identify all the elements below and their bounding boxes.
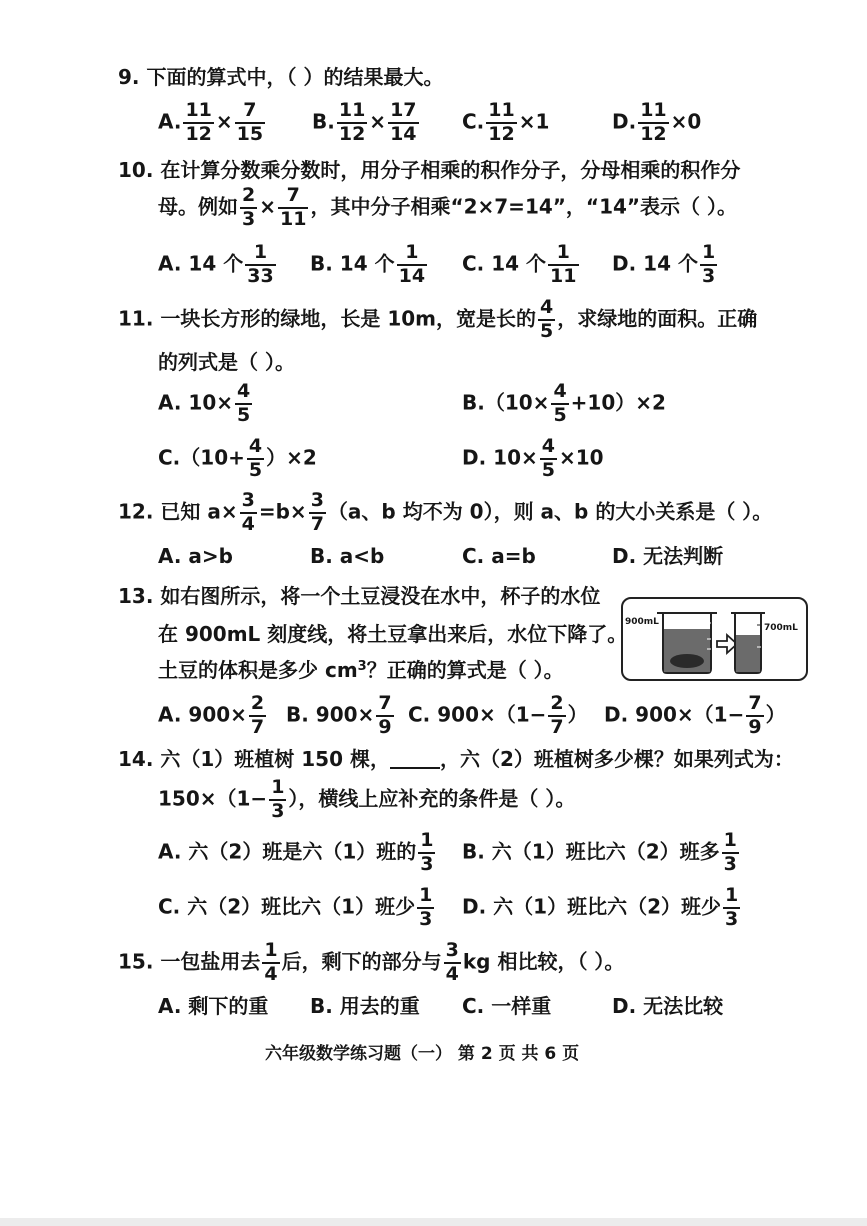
q15-option-b: B. 用去的重 [310, 994, 420, 1018]
beaker-label-right: 700mL [764, 623, 798, 633]
q9-stem: 9. 下面的算式中，（ ）的结果最大。 [118, 65, 444, 89]
page-footer: 六年级数学练习题（一） 第 2 页 共 6 页 [265, 1044, 580, 1064]
q14-option-c: C. 六（2）班比六（1）班少 $\frac{1}{3}$ [158, 884, 433, 930]
q9-option-a: A. $\frac{11}{12}$ × $\frac{7}{15}$ [158, 99, 264, 145]
beaker-drawing [623, 599, 806, 679]
potato-shape [670, 654, 704, 668]
q15-option-d: D. 无法比较 [612, 994, 724, 1018]
q15-option-a: A. 剩下的重 [158, 994, 269, 1018]
q9-option-b: B. $\frac{11}{12}$ × $\frac{17}{14}$ [312, 99, 417, 145]
q9-option-c: C. $\frac{11}{12}$ ×1 [462, 99, 550, 145]
q11-stem-line2: 的列式是（ ）。 [158, 350, 295, 374]
q13-option-c: C. 900×（1− $\frac{2}{7}$ ） [408, 692, 588, 738]
q12-option-b: B. a<b [310, 544, 385, 568]
q14-stem-line2: 150×（1− $\frac{1}{3}$ ），横线上应补充的条件是（ ）。 [158, 776, 576, 822]
q10-option-d: D. 14 个 $\frac{1}{3}$ [612, 241, 716, 287]
q13-option-a: A. 900× $\frac{2}{7}$ [158, 692, 265, 738]
q11-option-c: C.（10+ $\frac{4}{5}$ ）×2 [158, 435, 317, 481]
q12-option-d: D. 无法判断 [612, 544, 724, 568]
q11-option-a: A. 10× $\frac{4}{5}$ [158, 380, 251, 426]
q11-option-b: B.（10× $\frac{4}{5}$ +10）×2 [462, 380, 666, 426]
q14-option-a: A. 六（2）班是六（1）班的 $\frac{1}{3}$ [158, 829, 434, 875]
q15-option-c: C. 一样重 [462, 994, 552, 1018]
q13-option-d: D. 900×（1− $\frac{7}{9}$ ） [604, 692, 786, 738]
q13-stem-line3: 土豆的体积是多少 $cm^3$？正确的算式是（ ）。 [158, 658, 564, 682]
q13-stem-line2: 在 900mL 刻度线，将土豆拿出来后，水位下降了。 [158, 622, 628, 646]
q10-stem-line1: 10. 在计算分数乘分数时，用分子相乘的积作分子，分母相乘的积作分 [118, 158, 741, 182]
q12-stem: 12. 已知 a× $\frac{3}{4}$ =b× $\frac{3}{7}$ （a、b 均不为 0），则 a、b 的大小关系是（ ）。 [118, 489, 773, 535]
q12-option-c: C. a=b [462, 544, 536, 568]
beaker-label-left: 900mL [625, 617, 659, 627]
q13-stem-line1: 13. 如右图所示，将一个土豆浸没在水中，杯子的水位 [118, 584, 601, 608]
q13-option-b: B. 900× $\frac{7}{9}$ [286, 692, 392, 738]
q11-stem-line1: 11. 一块长方形的绿地，长是 10m，宽是长的 $\frac{4}{5}$ ，求绿地的面积。正确 [118, 296, 758, 342]
answer-blank[interactable] [390, 749, 440, 769]
page-bottom-edge [0, 1218, 867, 1226]
q14-option-b: B. 六（1）班比六（2）班多 $\frac{1}{3}$ [462, 829, 737, 875]
q11-option-d: D. 10× $\frac{4}{5}$ ×10 [462, 435, 604, 481]
beaker-figure [621, 597, 808, 681]
q10-option-a: A. 14 个 $\frac{1}{33}$ [158, 241, 274, 287]
q9-option-d: D. $\frac{11}{12}$ ×0 [612, 99, 702, 145]
q10-option-b: B. 14 个 $\frac{1}{14}$ [310, 241, 426, 287]
q12-option-a: A. a>b [158, 544, 233, 568]
q10-stem-line2: 母。例如 $\frac{2}{3}$ × $\frac{7}{11}$ ，其中分子相乘“2×7=14”，“14”表示（ ）。 [158, 184, 738, 230]
q15-stem: 15. 一包盐用去 $\frac{1}{4}$ 后，剩下的部分与 $\frac{3}{4}$ kg 相比较，（ ）。 [118, 939, 625, 985]
q14-option-d: D. 六（1）班比六（2）班少 $\frac{1}{3}$ [462, 884, 739, 930]
q10-option-c: C. 14 个 $\frac{1}{11}$ [462, 241, 577, 287]
q14-stem-line1: 14. 六（1）班植树 150 棵， ，六（2）班植树多少棵？如果列式为： [118, 747, 794, 771]
